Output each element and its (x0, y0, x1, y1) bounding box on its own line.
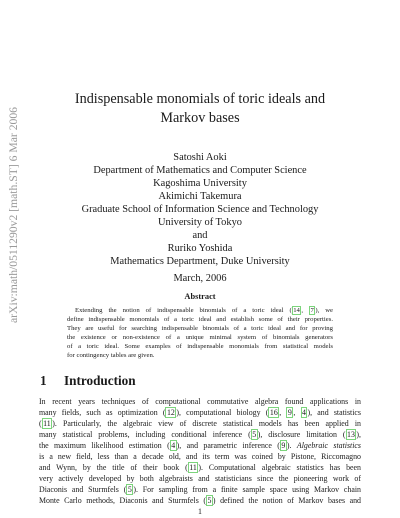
abstract-line: They are useful for searching indispensable binomials of a toric ideal and for proving (67, 325, 333, 332)
abstract-heading: Abstract (184, 292, 216, 301)
paper-date: March, 2006 (173, 273, 227, 284)
author-aoki: Satoshi Aoki (173, 152, 227, 163)
affiliation-tokyo: University of Tokyo (158, 217, 242, 228)
title-line-1: Indispensable monomials of toric ideals and (74, 91, 326, 107)
section-title: Introduction (64, 373, 136, 388)
citation-link[interactable]: 12 (166, 408, 175, 417)
citation-link[interactable]: 4 (171, 441, 176, 450)
arxiv-identifier: arXiv:math/0511290v2 [math.ST] 6 Mar 2006 (7, 108, 20, 323)
affiliation-kagoshima: Kagoshima University (153, 178, 247, 189)
abstract-line: of a toric ideal. Some examples of indispensable monomials from statistical models (67, 343, 333, 350)
citation-link[interactable]: 9 (287, 408, 292, 417)
intro-line: is a new field, less than a decade old, and its term was coined by Pistone, Riccomagno (39, 452, 361, 461)
citation-link[interactable]: 4 (302, 408, 306, 417)
citation-link[interactable]: 11 (189, 463, 197, 472)
abstract-line: for contingency tables are given. (67, 352, 155, 359)
intro-line: In recent years techniques of computational commutative algebra found applications in (39, 397, 361, 406)
page-number: 1 (198, 507, 202, 516)
citation-link[interactable]: 5 (252, 430, 257, 439)
intro-line: ( 11 ). Particularly, the algebraic view of discrete statistical models has been applied in (39, 419, 361, 428)
intro-line: and Wynn, by the title of their book ( 11 ). Computational algebraic statistics has been (39, 463, 362, 472)
affiliation-grad-school: Graduate School of Information Science and Technology (81, 204, 319, 215)
citation-link[interactable]: 14 (293, 307, 300, 314)
abstract-line: Extending the notion of indispensable binomials of a toric ideal ( 14 , 7 ), we (75, 307, 334, 314)
citation-link[interactable]: 16 (269, 408, 278, 417)
author-conjunction: and (192, 230, 208, 241)
abstract-line: the existence or non-existence of a unique minimal system of binomials generators (67, 334, 333, 341)
citation-link[interactable]: 5 (127, 485, 132, 494)
author-takemura: Akimichi Takemura (158, 191, 242, 202)
affiliation-duke: Mathematics Department, Duke University (110, 256, 290, 267)
intro-line: Diaconis and Sturmfels ( 5 ). For sampling from a finite sample space using Markov chain (39, 485, 361, 494)
intro-line: many fields, such as optimization ( 12 ), computational biology ( 16 , 9 , 4 ), and statistics (39, 408, 362, 417)
abstract-line: define indispensable monomials of a toric ideal and establish some of their properties. (67, 316, 333, 323)
intro-line: very actively developed by both algebraists and statisticians since the pioneering work of (39, 474, 361, 483)
intro-line: the maximum likelihood estimation ( 4 ), and parametric inference ( 9 ). Algebraic statistics (39, 441, 362, 450)
citation-link[interactable]: 9 (281, 441, 286, 450)
citation-link[interactable]: 5 (207, 496, 212, 505)
citation-link[interactable]: 11 (43, 419, 51, 428)
section-number: 1 (40, 373, 47, 388)
arxiv-stamp (0, 103, 26, 323)
intro-line: Monte Carlo methods, Diaconis and Sturmfels ( 5 ) defined the notion of Markov bases and (39, 496, 361, 505)
citation-link[interactable]: 7 (310, 307, 314, 314)
title-line-2: Markov bases (160, 110, 240, 126)
intro-line: many statistical problems, including conditional inference ( 5 ), disclosure limitation ( 13 ), (39, 430, 362, 439)
author-yoshida: Ruriko Yoshida (167, 243, 233, 254)
citation-link[interactable]: 13 (347, 430, 355, 439)
affiliation-dept-math-cs: Department of Mathematics and Computer Science (93, 165, 307, 176)
